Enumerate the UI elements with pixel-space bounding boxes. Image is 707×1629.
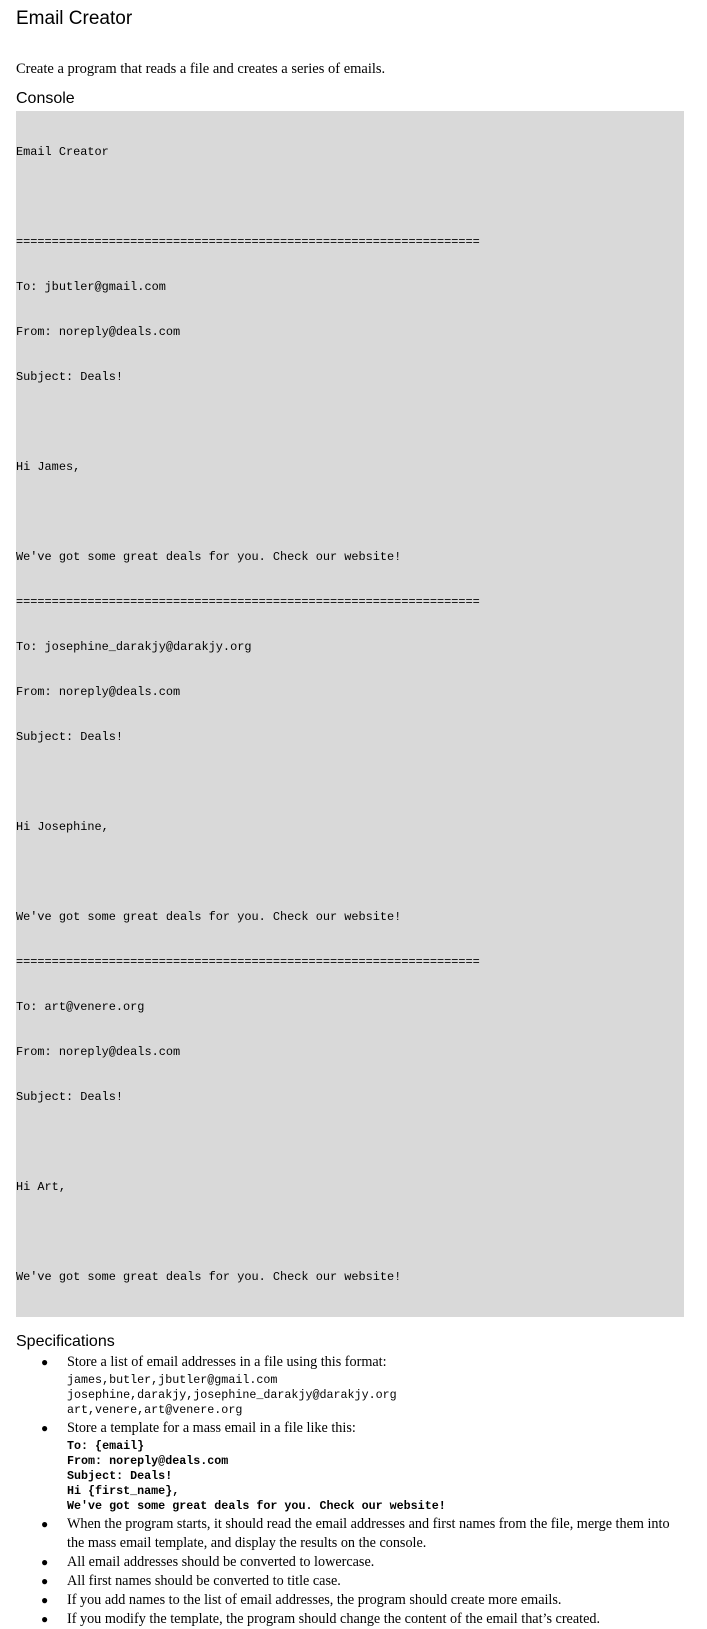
console-line xyxy=(16,415,684,430)
spec-item xyxy=(16,1572,688,1591)
console-output xyxy=(16,111,684,1317)
console-line: We've got some great deals for you. Check our website! xyxy=(16,910,402,924)
code-line: Hi {first_name}, xyxy=(67,1484,180,1498)
console-line: We've got some great deals for you. Check our website! xyxy=(16,1270,402,1284)
page-title: Email Creator xyxy=(16,8,133,29)
code-line: From: noreply@deals.com xyxy=(67,1454,229,1468)
console-separator: ================================================================= xyxy=(16,235,480,249)
console-line xyxy=(16,505,684,520)
console-line: We've got some great deals for you. Check our website! xyxy=(16,550,402,564)
console-line: Subject: Deals! xyxy=(16,1090,124,1104)
console-line: From: noreply@deals.com xyxy=(16,685,181,699)
spec-item xyxy=(16,1610,688,1629)
spec-item xyxy=(16,1353,688,1418)
console-line: To: josephine_darakjy@darakjy.org xyxy=(16,640,252,654)
console-line: Hi Josephine, xyxy=(16,820,109,834)
code-line: josephine,darakjy,josephine_darakjy@darakjy.org xyxy=(67,1388,397,1402)
bullet-icon: ● xyxy=(41,1593,49,1607)
console-line: To: art@venere.org xyxy=(16,1000,145,1014)
code-line: art,venere,art@venere.org xyxy=(67,1403,243,1417)
console-line xyxy=(16,775,684,790)
spec-item-text: If you add names to the list of email addresses, the program should create more emails. xyxy=(67,1592,562,1608)
console-line: To: jbutler@gmail.com xyxy=(16,280,166,294)
bullet-icon: ● xyxy=(41,1421,49,1435)
code-line: We've got some great deals for you. Check our website! xyxy=(67,1499,446,1513)
console-line xyxy=(16,1225,684,1240)
bullet-icon: ● xyxy=(41,1517,49,1531)
bullet-icon: ● xyxy=(41,1612,49,1626)
console-line: From: noreply@deals.com xyxy=(16,1045,181,1059)
spec-item-text: Store a list of email addresses in a file using this format: xyxy=(67,1354,387,1370)
spec-item-text: All email addresses should be converted to lowercase. xyxy=(67,1554,375,1570)
document-page xyxy=(16,0,688,1629)
spec-item-text: Store a template for a mass email in a file like this: xyxy=(67,1420,356,1436)
console-line: From: noreply@deals.com xyxy=(16,325,181,339)
spec-item xyxy=(16,1515,688,1553)
console-heading: Console xyxy=(16,90,75,107)
spec-item-text: When the program starts, it should read the email addresses and first names from the file, merge them into the mass email template, and display the results on the console. xyxy=(67,1516,670,1551)
code-line: james,butler,jbutler@gmail.com xyxy=(67,1373,278,1387)
specifications-heading: Specifications xyxy=(16,1333,115,1350)
console-line xyxy=(16,190,684,205)
console-line: Hi Art, xyxy=(16,1180,66,1194)
spec-item-text: All first names should be converted to title case. xyxy=(67,1573,341,1589)
spec-item xyxy=(16,1419,688,1514)
intro-text: Create a program that reads a file and creates a series of emails. xyxy=(16,61,386,77)
spec-item xyxy=(16,1553,688,1572)
console-line: Subject: Deals! xyxy=(16,370,124,384)
spec-item xyxy=(16,1591,688,1610)
bullet-icon: ● xyxy=(41,1355,49,1369)
console-line: Subject: Deals! xyxy=(16,730,124,744)
code-line: To: {email} xyxy=(67,1439,145,1453)
console-separator: ================================================================= xyxy=(16,595,480,609)
spec-item-text: If you modify the template, the program should change the content of the email that’s created. xyxy=(67,1611,601,1627)
bullet-icon: ● xyxy=(41,1574,49,1588)
console-line xyxy=(16,865,684,880)
console-line: Hi James, xyxy=(16,460,81,474)
console-line: Email Creator xyxy=(16,145,109,159)
code-line: Subject: Deals! xyxy=(67,1469,173,1483)
bullet-icon: ● xyxy=(41,1555,49,1569)
console-line xyxy=(16,1135,684,1150)
specifications-list xyxy=(16,1353,688,1629)
console-separator: ================================================================= xyxy=(16,955,480,969)
